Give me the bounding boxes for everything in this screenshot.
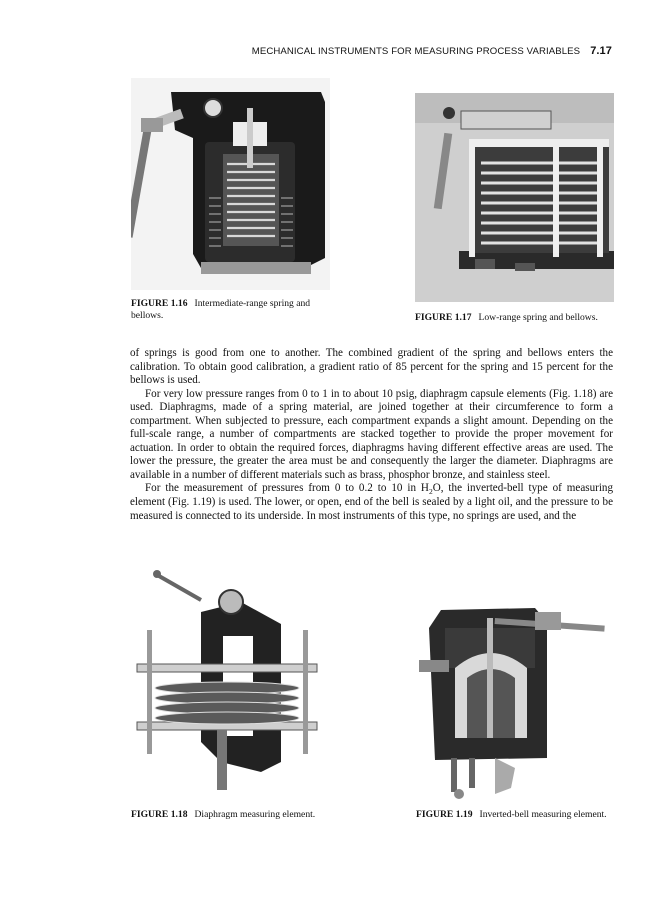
figure-1-18-caption [131,809,341,821]
figure-1-18-number: FIGURE 1.18 [131,809,188,820]
figure-1-18-text: Diaphragm measuring element. [194,809,316,820]
figure-1-16-text: Intermediate-range spring and bellows. [131,298,311,321]
figure-1-16-number: FIGURE 1.16 [131,298,188,309]
figure-1-16-caption [131,298,336,321]
figure-1-19-caption [416,809,616,821]
figure-1-17-caption [415,312,615,324]
paragraph-3 [130,482,613,523]
figure-1-17-text: Low-range spring and bellows. [478,312,598,323]
paragraph-1: of springs is good from one to another. The combined gradient of the spring and bellows enters the calibration. To obtain good calibration, a gradient ratio of 85 percent for the spring and 15 percent for the bellows is used. [130,347,613,387]
figure-1-19-photo [415,598,615,802]
figure-1-17-photo [415,93,614,302]
paragraph-3-start: For the measurement of pressures from 0 to 0.2 to 10 in H [145,482,429,495]
paragraph-2: For very low pressure ranges from 0 to 1 in to about 10 psig, diaphragm capsule elements (Fig. 1.18) are used. Diaphragms, made of a spring material, are joined together at their circumference to form a compartment. When subjected to pressure, each compartment expands a slight amount. Depending on the full-scale range, a number of compartments are stacked together to provide the proper movement for actuation. In order to obtain the required forces, diaphragms having different effective areas are used. The lower the pressure, the greater the area must be and consequently the larger the diameter. Diaphragms are available in a number of different materials such as brass, phosphor bronze, and stainless steel. [130,387,613,481]
figure-1-18-photo [131,562,331,800]
page-number: 7.17 [590,45,612,57]
figure-1-19-text: Inverted-bell measuring element. [479,809,607,820]
figure-1-16-photo [131,78,330,290]
paragraph-3-subscript: 2 [428,487,433,497]
figure-1-19-number: FIGURE 1.19 [416,809,473,820]
paragraph-3-end: O, the inverted-bell type of measuring element (Fig. 1.19) is used. The lower, or open, end of the bell is sealed by a light oil, and the pressure to be measured is connected to its underside. In most instruments of this type, no springs are used, and the [130,482,613,522]
figure-1-17-number: FIGURE 1.17 [415,312,472,323]
running-head-title: MECHANICAL INSTRUMENTS FOR MEASURING PROCESS VARIABLES [251,46,581,57]
running-head [230,45,612,57]
body-text [130,347,613,523]
